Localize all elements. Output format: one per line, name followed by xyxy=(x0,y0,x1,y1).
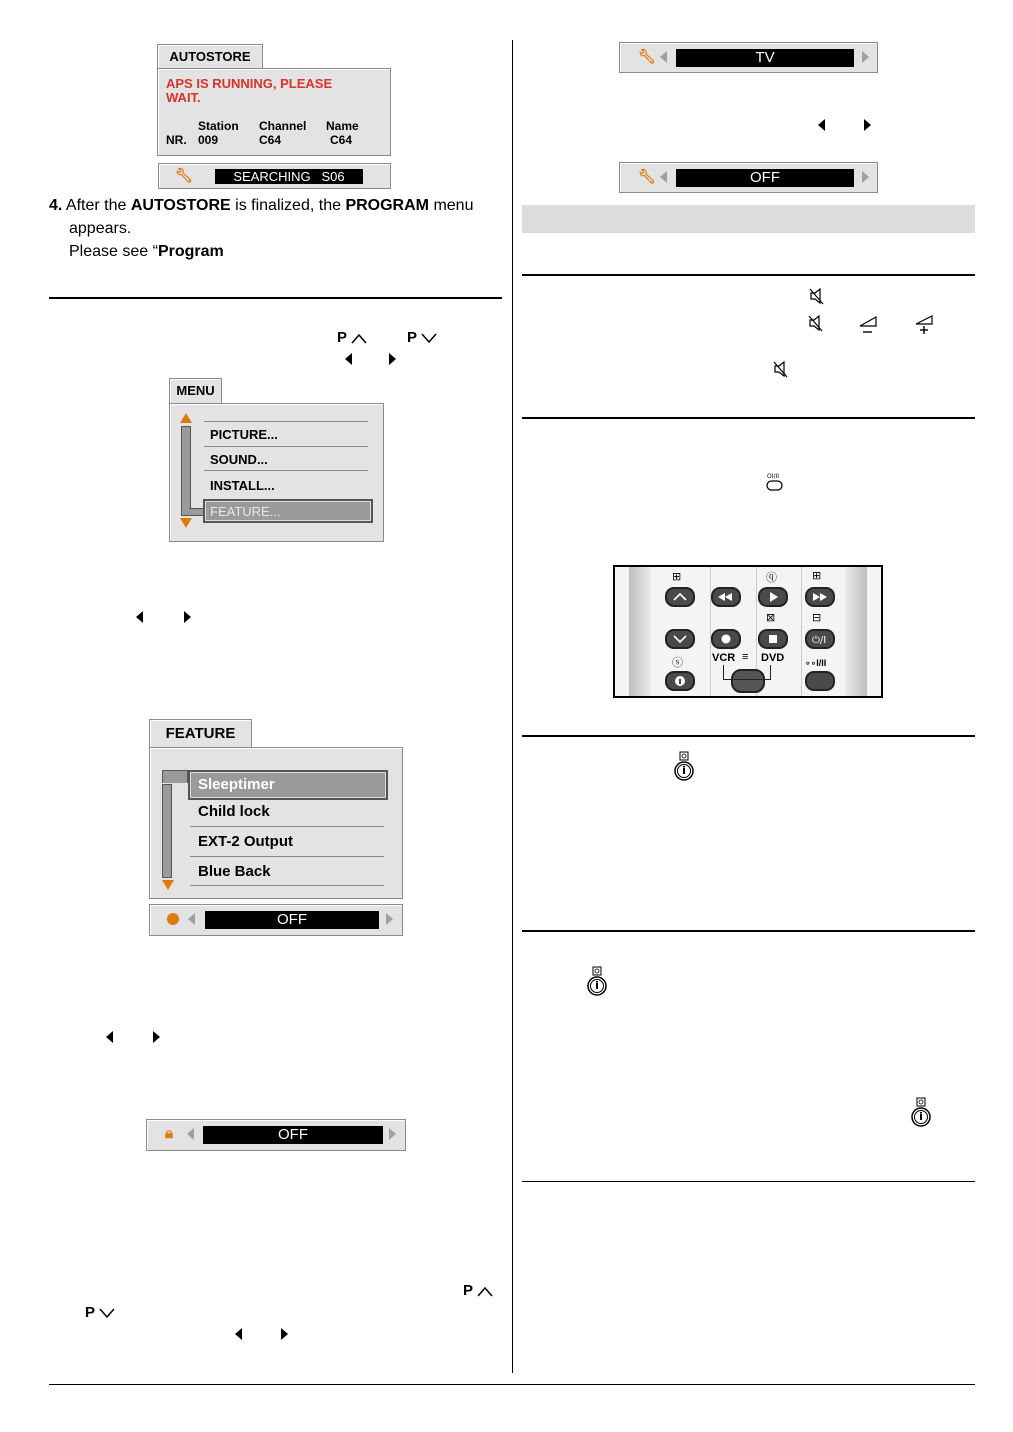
left-arrow-icon-2 xyxy=(136,611,143,623)
step4-b3: Program xyxy=(157,243,224,260)
wrench-icon-2: 🔧︎ xyxy=(638,48,656,64)
right-arrow-icon xyxy=(389,353,396,365)
step4-line3 xyxy=(69,240,224,263)
childlock-bar xyxy=(146,1119,406,1151)
p-down-label: P xyxy=(407,329,417,346)
sleep-icon: ⓢ xyxy=(672,657,683,669)
chevron-down-icon-2 xyxy=(99,1307,115,1319)
menu-down-arrow-icon xyxy=(180,518,192,528)
divider-right-3 xyxy=(522,735,975,737)
divider-right-4 xyxy=(522,930,975,932)
cancel-icon: ⊠ xyxy=(766,612,776,624)
feature-down-arrow-icon xyxy=(162,880,174,890)
feature-sep-2 xyxy=(190,856,384,857)
feature-sep-3 xyxy=(190,885,384,886)
blueback-bar xyxy=(619,162,878,193)
menu-item-install[interactable]: INSTALL... xyxy=(210,478,275,493)
step4-paragraph xyxy=(49,194,509,217)
stereo-button-icon xyxy=(765,472,785,492)
volume-up-icon xyxy=(914,314,934,334)
autostore-tab: AUTOSTORE xyxy=(157,44,263,69)
ext2-value: TV xyxy=(676,49,854,67)
tv-mode-icon: ≡ xyxy=(742,651,749,663)
menu-tab: MENU xyxy=(169,378,222,403)
menu-item-picture[interactable]: PICTURE... xyxy=(210,427,278,442)
divider-right-1 xyxy=(522,274,975,276)
divider-right-5 xyxy=(522,1181,975,1182)
fast-forward-button[interactable] xyxy=(805,587,835,607)
blueback-right-arrow-icon xyxy=(862,171,869,183)
stereo-label: ∘∘I/II xyxy=(805,658,827,668)
childlock-value: OFF xyxy=(203,1126,383,1144)
left-arrow-icon-3 xyxy=(106,1031,113,1043)
channel-value: C64 xyxy=(259,133,282,147)
sleeptimer-bar xyxy=(149,904,403,936)
menu-sep-1 xyxy=(204,446,368,447)
stop-button[interactable] xyxy=(758,629,788,649)
p-up-label: P xyxy=(337,329,347,346)
stereo-button[interactable] xyxy=(805,671,835,691)
right-arrow-icon-4 xyxy=(281,1328,288,1340)
col-channel: Channel xyxy=(259,119,307,133)
divider-left-1 xyxy=(49,297,502,299)
column-divider xyxy=(512,40,513,1373)
station-value: 009 xyxy=(198,133,219,147)
searching-bar xyxy=(158,163,391,189)
aps-message: APS IS RUNNING, PLEASE WAIT. xyxy=(166,76,333,105)
standby-button[interactable] xyxy=(805,629,835,649)
svg-text:OI/II: OI/II xyxy=(767,473,780,480)
menu-sep-0 xyxy=(204,421,368,422)
bar-right-arrow-icon xyxy=(386,913,393,925)
mute-icon xyxy=(809,287,825,305)
svg-text:⏻/I: ⏻/I xyxy=(812,635,827,646)
dvd-label: DVD xyxy=(761,652,785,664)
remote-col-sep-1 xyxy=(710,567,711,696)
remote-body-left xyxy=(629,567,651,696)
p-up-key xyxy=(337,329,367,346)
chevron-up-icon xyxy=(351,332,367,344)
page-bottom-rule xyxy=(49,1384,975,1385)
step4-t5: Please see “ xyxy=(69,243,158,260)
volume-down-icon xyxy=(858,314,878,334)
remote-col-sep-3 xyxy=(801,567,802,696)
col-name: Name xyxy=(326,119,359,133)
p-down-label-2: P xyxy=(85,1304,95,1321)
searching-display xyxy=(215,169,363,184)
program-up-button[interactable] xyxy=(665,587,695,607)
step4-line2: appears. xyxy=(69,220,132,237)
left-arrow-icon-5 xyxy=(818,119,825,131)
step4-t3: menu xyxy=(429,197,474,214)
feature-item-sleeptimer: Sleeptimer xyxy=(198,776,275,793)
blueback-left-arrow-icon xyxy=(660,171,667,183)
p-up-key-2 xyxy=(463,1282,493,1299)
menu-scroll-connector xyxy=(189,508,203,516)
menu-panel xyxy=(169,403,384,542)
lock-icon: 🔒︎ xyxy=(165,1125,173,1142)
feature-item-ext2-output[interactable]: EXT-2 Output xyxy=(198,833,293,850)
feature-scroll-track xyxy=(162,784,172,878)
ext2-right-arrow-icon xyxy=(862,51,869,63)
step4-t2: is finalized, the xyxy=(230,197,346,214)
clock-icon xyxy=(167,913,179,925)
right-arrow-icon-2 xyxy=(184,611,191,623)
right-arrow-icon-3 xyxy=(153,1031,160,1043)
rewind-button[interactable] xyxy=(711,587,741,607)
feature-item-blue-back[interactable]: Blue Back xyxy=(198,863,271,880)
step4-number: 4. xyxy=(49,197,63,214)
info-box-icon: ⊞ xyxy=(812,570,822,582)
mode-selector-bracket xyxy=(723,665,771,680)
chevron-up-icon-2 xyxy=(477,1285,493,1297)
right-arrow-icon-5 xyxy=(864,119,871,131)
blueback-value: OFF xyxy=(676,169,854,187)
p-down-key xyxy=(407,329,437,346)
childlock-left-arrow-icon xyxy=(187,1128,194,1140)
p-down-key-2 xyxy=(85,1304,115,1321)
bar-left-arrow-icon xyxy=(188,913,195,925)
chevron-down-icon xyxy=(421,332,437,344)
remote-control-image xyxy=(613,565,883,698)
feature-item-sleeptimer-highlight[interactable] xyxy=(188,770,388,800)
remote-body-right xyxy=(845,567,867,696)
mute-icon-3 xyxy=(773,360,789,378)
sleeptimer-value: OFF xyxy=(205,911,379,929)
step4-t1: After the xyxy=(65,197,131,214)
divider-right-2 xyxy=(522,417,975,419)
vcr-label: VCR xyxy=(712,652,736,664)
menu-sep-2 xyxy=(204,470,368,471)
feature-scroll-top xyxy=(162,770,188,783)
stereo-label-text: I/II xyxy=(816,658,827,668)
menu-item-feature: FEATURE... xyxy=(210,504,281,519)
menu-item-sound[interactable]: SOUND... xyxy=(210,452,268,467)
play-button[interactable] xyxy=(758,587,788,607)
mute-icon-2 xyxy=(808,314,824,332)
searching-value: S06 xyxy=(321,169,345,184)
section-heading-band xyxy=(522,205,975,233)
info-button-icon-3 xyxy=(909,1097,933,1127)
wrench-icon-3: 🔧︎ xyxy=(638,168,656,184)
info-button-icon xyxy=(672,751,696,781)
tv-guide-icon: ⊞ xyxy=(672,571,682,583)
feature-tab: FEATURE xyxy=(149,719,252,747)
teletext-icon: ⊟ xyxy=(812,612,822,624)
step4-b1: AUTOSTORE xyxy=(130,197,231,214)
nr-label: NR. xyxy=(166,133,187,147)
step4-b2: PROGRAM xyxy=(345,197,429,214)
name-value: C64 xyxy=(330,133,353,147)
help-icon: ⓠ xyxy=(766,572,777,584)
p-up-label-2: P xyxy=(463,1282,473,1299)
info-button-icon-2 xyxy=(585,966,609,996)
record-button[interactable] xyxy=(711,629,741,649)
ext2-left-arrow-icon xyxy=(660,51,667,63)
searching-text: SEARCHING xyxy=(233,169,311,184)
feature-panel xyxy=(149,747,403,899)
menu-up-arrow-icon xyxy=(180,413,192,423)
left-arrow-icon-4 xyxy=(235,1328,242,1340)
program-down-button[interactable] xyxy=(665,629,695,649)
feature-sep-1 xyxy=(190,826,384,827)
menu-scroll-track xyxy=(181,426,191,516)
menu-item-feature-highlight[interactable] xyxy=(203,499,373,523)
col-station: Station xyxy=(198,119,239,133)
childlock-right-arrow-icon xyxy=(389,1128,396,1140)
autostore-panel xyxy=(157,68,391,156)
feature-item-child-lock[interactable]: Child lock xyxy=(198,803,270,820)
ext2-bar xyxy=(619,42,878,73)
info-button[interactable] xyxy=(665,671,695,691)
wrench-icon: 🔧︎ xyxy=(175,167,193,183)
left-arrow-icon xyxy=(345,353,352,365)
